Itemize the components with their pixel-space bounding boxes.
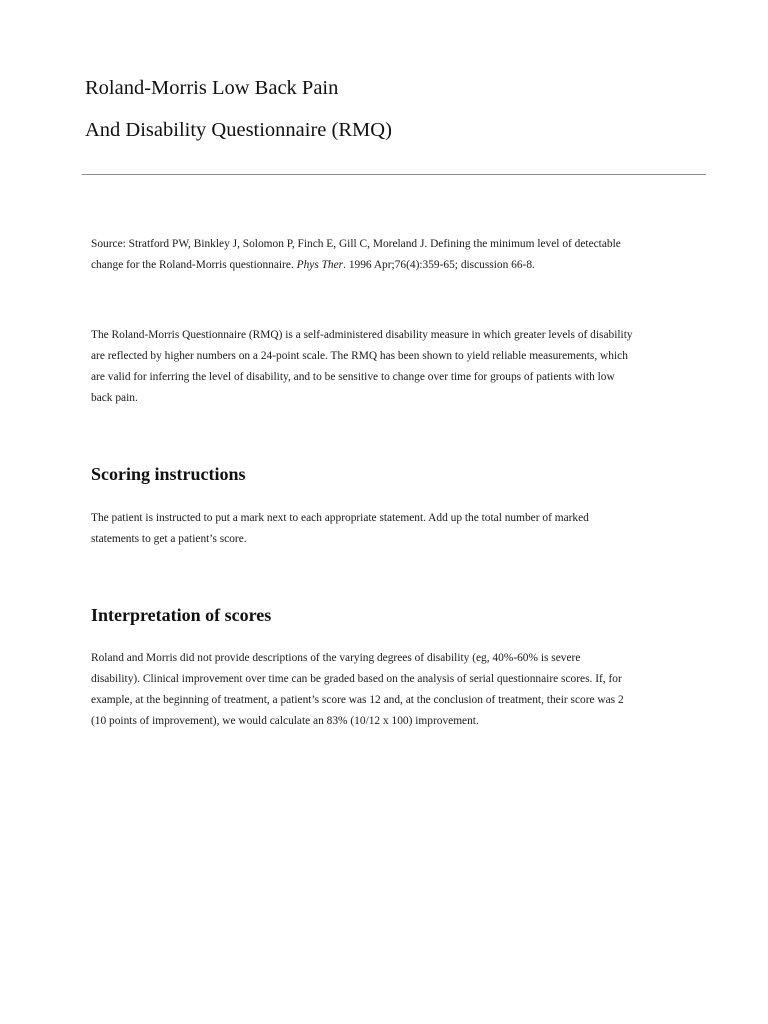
intro-line-1: The Roland-Morris Questionnaire (RMQ) is a self-administered disability measure in which greater levels of disability [91,329,633,341]
scoring-line-1: The patient is instructed to put a mark next to each appropriate statement. Add up the total number of marked [91,512,589,524]
document-title-line-1: Roland-Morris Low Back Pain [85,77,339,99]
interpretation-line-2: disability). Clinical improvement over time can be graded based on the analysis of serial questionnaire scores. If, for [91,673,622,685]
source-citation [91,234,713,276]
scoring-instructions-paragraph [91,508,713,550]
interpretation-line-4: (10 points of improvement), we would calculate an 83% (10/12 x 100) improvement. [91,715,479,727]
scoring-line-2: statements to get a patient’s score. [91,533,247,545]
source-line-2 [91,255,713,276]
intro-line-2: are reflected by higher numbers on a 24-point scale. The RMQ has been shown to yield reliable measurements, which [91,350,628,362]
source-line-2-start: change for the Roland-Morris questionnaire. [91,259,297,271]
interpretation-line-1: Roland and Morris did not provide descriptions of the varying degrees of disability (eg, 40%-60% is severe [91,652,581,664]
document-title-line-2: And Disability Questionnaire (RMQ) [85,119,392,141]
intro-paragraph [91,325,713,409]
source-line-2-end: . 1996 Apr;76(4):359-65; discussion 66-8. [343,259,535,271]
interpretation-line-3: example, at the beginning of treatment, a patient’s score was 12 and, at the conclusion of treatment, their score was 2 [91,694,624,706]
journal-name: Phys Ther [296,259,344,271]
scoring-instructions-heading: Scoring instructions [91,464,246,484]
intro-line-4: back pain. [91,392,138,404]
horizontal-divider [82,174,706,175]
interpretation-paragraph [91,648,713,732]
intro-line-3: are valid for inferring the level of disability, and to be sensitive to change over time for groups of patients with low [91,371,615,383]
interpretation-heading: Interpretation of scores [91,605,272,625]
source-line-1: Source: Stratford PW, Binkley J, Solomon P, Finch E, Gill C, Moreland J. Defining the minimum level of detectable [91,238,621,250]
